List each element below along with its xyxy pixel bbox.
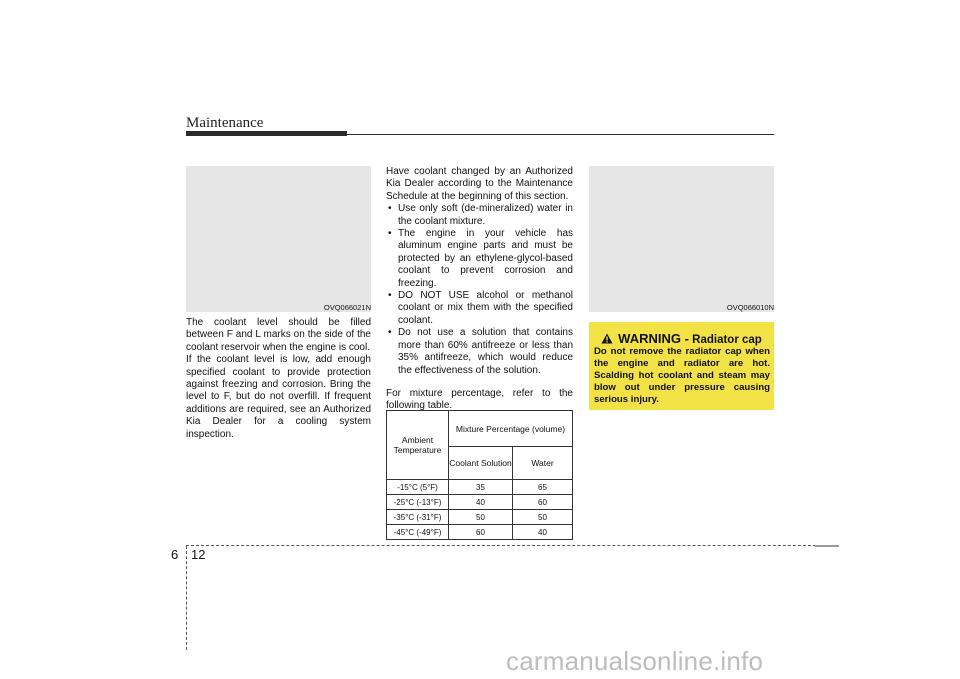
page-number: 12 (191, 547, 206, 562)
water-cell: 50 (513, 510, 573, 525)
radiator-cap-photo (589, 166, 774, 312)
bullet-item: • Use only soft (de-mineralized) water in the coolant mixture. (386, 203, 573, 228)
warning-title: Radiator cap (692, 334, 762, 346)
site-watermark: carmanualsonline.info (506, 646, 764, 676)
header-coolant-solution: Coolant Solution (449, 447, 513, 480)
table-row (387, 480, 573, 495)
header-mixture-percentage: Mixture Percentage (volume) (449, 411, 573, 447)
header-ambient-temperature: Ambient Temperature (387, 411, 449, 480)
bullet-item: • Do not use a solution that contains more than 60% antifreeze or less than 35% antifreeze, which would reduce the effectiveness of the solution. (386, 327, 573, 377)
middle-column-text (386, 166, 573, 413)
chapter-number: 6 (171, 547, 179, 562)
coolant-cell: 60 (449, 525, 513, 540)
table-intro: For mixture percentage, refer to the following table. (386, 387, 573, 412)
warning-box (589, 322, 774, 410)
temp-cell: -25°C (-13°F) (387, 495, 449, 510)
header-rule-thick (186, 131, 347, 136)
warning-text: Do not remove the radiator cap when the engine and radiator are hot. Scalding hot coolant and steam may blow out under pressure causing serious injury. (594, 346, 770, 405)
coolant-cell: 35 (449, 480, 513, 495)
table-row (387, 510, 573, 525)
water-cell: 65 (513, 480, 573, 495)
table-row (387, 495, 573, 510)
section-title: Maintenance (186, 115, 264, 131)
footer-dashed-rule (186, 545, 836, 546)
footer-vertical-dashed-rule (186, 546, 187, 650)
mixture-table (386, 410, 573, 540)
bullet-item: • DO NOT USE alcohol or methanol coolant or mix them with the specified coolant. (386, 290, 573, 327)
warning-heading (589, 331, 774, 346)
left-image-code: OVQ066021N (323, 303, 371, 312)
coolant-cell: 50 (449, 510, 513, 525)
header-rule-thin (347, 134, 774, 135)
right-image-code: OVQ066010N (726, 303, 774, 312)
temp-cell: -35°C (-31°F) (387, 510, 449, 525)
low-coolant-paragraph: If the coolant level is low, add enough specified coolant to provide protection against freezing and corrosion. Bring the level to F, but do not overfill. If frequent additions are required, see an Authorized Kia Dealer for a cooling system inspection. (186, 354, 371, 440)
left-column-text (186, 317, 371, 441)
temp-cell: -45°C (-49°F) (387, 525, 449, 540)
warning-triangle-icon (601, 333, 613, 344)
temp-cell: -15°C (5°F) (387, 480, 449, 495)
coolant-bullet-list (386, 203, 573, 377)
coolant-level-paragraph: The coolant level should be filled between F and L marks on the side of the coolant reservoir when the engine is cool. (186, 317, 371, 353)
footer-rule-accent (815, 545, 839, 547)
coolant-cell: 40 (449, 495, 513, 510)
water-cell: 60 (513, 495, 573, 510)
coolant-change-intro: Have coolant changed by an Authorized Kia Dealer according to the Maintenance Schedule at the beginning of this section. (386, 166, 573, 202)
header-water: Water (513, 447, 573, 480)
water-cell: 40 (513, 525, 573, 540)
bullet-item: • The engine in your vehicle has aluminum engine parts and must be protected by an ethylene-glycol-based coolant to prevent corrosion and freezing. (386, 228, 573, 290)
coolant-reservoir-photo (186, 166, 371, 312)
table-row (387, 525, 573, 540)
warning-label: WARNING - (618, 331, 689, 346)
